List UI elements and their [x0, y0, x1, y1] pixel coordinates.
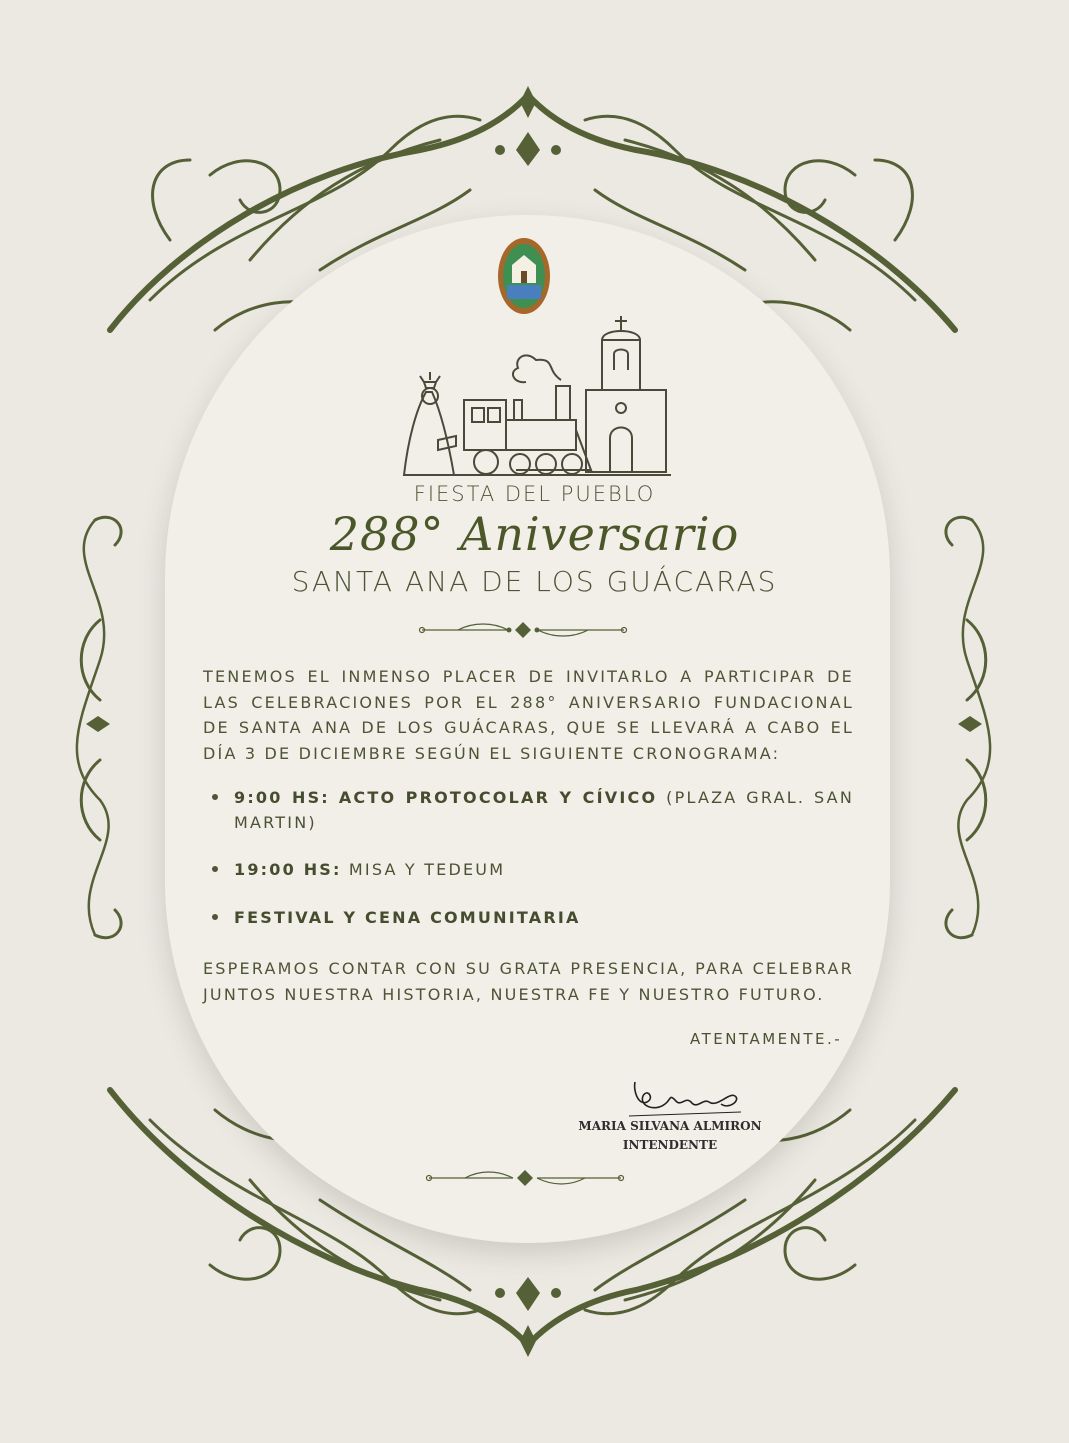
anniversary-title: 288° Aniversario	[329, 507, 740, 561]
schedule-item	[214, 857, 854, 882]
schedule-detail: MISA Y TEDEUM	[348, 860, 506, 879]
signatory-name: MARIA SILVANA ALMIRON	[578, 1119, 762, 1133]
handwritten-signature	[625, 1072, 745, 1120]
bullet-icon	[212, 866, 218, 872]
intro-paragraph: TENEMOS EL INMENSO PLACER DE INVITARLO A PARTICIPAR DE LAS CELEBRACIONES POR EL 288° ANIVERSARIO FUNDACIONAL DE SANTA ANA DE LOS GUÁCARAS, QUE SE LLEVARÁ A CABO EL DÍA 3 DE DICIEMBRE SEGÚN EL SIGUIENTE CRONOGRAMA:	[203, 667, 854, 763]
schedule-event: ACTO PROTOCOLAR Y CÍVICO	[338, 788, 658, 807]
schedule-event: FESTIVAL Y CENA COMUNITARIA	[234, 908, 581, 927]
bullet-icon	[212, 794, 218, 800]
town-name: SANTA ANA DE LOS GUÁCARAS	[291, 565, 778, 598]
sign-off: ATENTAMENTE.-	[690, 1030, 843, 1048]
closing-paragraph: ESPERAMOS CONTAR CON SU GRATA PRESENCIA, PARA CELEBRAR JUNTOS NUESTRA HISTORIA, NUESTRA FE Y NUESTRO FUTURO.	[203, 959, 854, 1004]
municipal-crest-icon	[497, 237, 551, 315]
schedule-detail: (PLAZA GRAL. SAN MARTIN)	[234, 788, 855, 832]
bullet-icon	[212, 914, 218, 920]
ornamental-divider	[418, 620, 628, 640]
schedule-item	[214, 785, 854, 835]
saint-train-church-illustration	[396, 310, 676, 482]
schedule-time: 19:00 HS:	[234, 860, 342, 879]
signatory-role: INTENDENTE	[622, 1138, 718, 1152]
ornamental-divider-bottom	[425, 1168, 625, 1188]
event-subtitle: FIESTA DEL PUEBLO	[413, 482, 656, 506]
schedule-item	[214, 905, 854, 930]
schedule-time: 9:00 HS:	[234, 788, 330, 807]
